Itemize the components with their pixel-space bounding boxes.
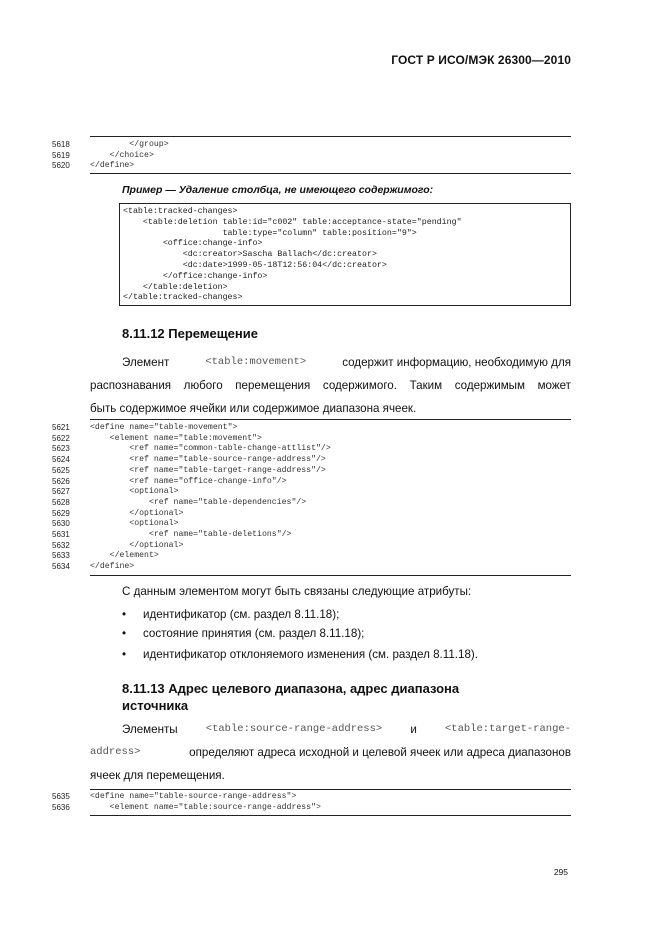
para-text: Элемент (122, 356, 170, 369)
code-text: </define> (90, 562, 135, 572)
example-code-line: <dc:creator>Sascha Ballach</dc:creator> (123, 250, 377, 260)
attribute-item-3: идентификатор отклоняемого изменения (см. раздел 8.11.18). (143, 648, 479, 661)
code-text: <optional> (90, 519, 179, 529)
code-rule-bottom (90, 575, 571, 576)
code-text: </element> (90, 551, 159, 561)
line-number: 5625 (52, 465, 70, 475)
line-number: 5619 (52, 150, 70, 160)
code-rule-bottom (90, 173, 571, 174)
code-text: <element name="table:source-range-address"> (90, 802, 321, 812)
para-text: и (410, 723, 417, 736)
inline-code: <table:source-range-address> (205, 723, 383, 735)
attribute-item-1: идентификатор (см. раздел 8.11.18); (143, 608, 340, 621)
example-code-line: table:type="column" table:position="9"> (123, 228, 417, 238)
code-text: </optional> (90, 508, 184, 518)
line-number: 5634 (52, 562, 70, 572)
para-text: Элементы (122, 723, 178, 736)
code-text: <ref name="table-source-range-address"/> (90, 455, 326, 465)
section-heading-8-11-13-cont: источника (122, 698, 189, 713)
paragraph-line-2 (90, 741, 571, 764)
line-number: 5626 (52, 476, 70, 486)
section-heading-8-11-13: 8.11.13 Адрес целевого диапазона, адрес диапазона (122, 681, 460, 696)
paragraph-line-2: распознавания любого перемещения содержимого. Таким содержимым может (90, 379, 571, 392)
paragraph-line-3: быть содержимое ячейки или содержимое диапазона ячеек. (90, 402, 417, 415)
example-code-line: </table:tracked-changes> (123, 293, 243, 303)
inline-code: address> (90, 746, 141, 758)
code-text: <ref name="common-table-change-attlist"/> (90, 444, 331, 454)
example-code-line: </table:deletion> (123, 282, 228, 292)
line-number: 5632 (52, 540, 70, 550)
code-text: </choice> (90, 150, 154, 160)
paragraph-line-3: ячеек для перемещения. (90, 769, 225, 782)
line-number: 5636 (52, 802, 70, 812)
code-text: <ref name="table-deletions"/> (90, 530, 292, 539)
line-number: 5630 (52, 519, 70, 529)
code-text: </define> (90, 161, 135, 170)
bullet-2: • (122, 627, 127, 640)
line-number: 5627 (52, 487, 70, 497)
code-text: </group> (90, 140, 169, 149)
example-code-line: <office:change-info> (123, 239, 263, 249)
code-text: <ref name="table-dependencies"/> (90, 497, 307, 507)
line-number: 5631 (52, 530, 70, 539)
attributes-intro: С данным элементом могут быть связаны следующие атрибуты: (122, 585, 472, 598)
example-title: Пример — Удаление столбца, не имеющего содержимого: (122, 184, 434, 196)
code-rule-top (90, 789, 571, 790)
line-number: 5622 (52, 433, 70, 443)
paragraph-line-1 (122, 718, 571, 741)
code-rule-top (90, 419, 571, 420)
line-number: 5618 (52, 140, 70, 149)
example-code-line: <table:deletion table:id="c002" table:acceptance-state="pending" (123, 217, 462, 227)
line-number: 5633 (52, 551, 70, 561)
code-text: <ref name="table-target-range-address"/> (90, 465, 326, 475)
code-text: <define name="table-movement"> (90, 423, 238, 432)
example-code-line: <table:tracked-changes> (123, 207, 238, 216)
page-number: 295 (553, 867, 568, 877)
code-text: <element name="table:movement"> (90, 433, 262, 443)
example-code-line: </office:change-info> (123, 271, 268, 281)
code-rule-bottom (90, 815, 571, 816)
para-text: определяют адреса исходной и целевой ячеек или адреса диапазонов (189, 746, 571, 759)
example-code-box (119, 203, 571, 306)
attribute-item-2: состояние принятия (см. раздел 8.11.18); (143, 627, 365, 640)
bullet-3: • (122, 648, 127, 661)
section-heading-8-11-12: 8.11.12 Перемещение (122, 326, 258, 341)
line-number: 5624 (52, 455, 70, 465)
example-code-line: <dc:date>1999-05-18T12:56:04</dc:creator> (123, 261, 387, 270)
document-header: ГОСТ Р ИСО/МЭК 26300—2010 (391, 53, 571, 67)
inline-code: <table:target-range- (444, 723, 571, 735)
inline-code: <table:movement> (205, 356, 307, 368)
paragraph-line-1 (122, 351, 571, 374)
line-number: 5628 (52, 497, 70, 507)
line-number: 5623 (52, 444, 70, 454)
code-text: <optional> (90, 487, 179, 497)
para-text: содержит информацию, необходимую для (342, 356, 571, 369)
line-number: 5635 (52, 792, 70, 801)
line-number: 5621 (52, 423, 70, 432)
line-number: 5629 (52, 508, 70, 518)
code-text: <define name="table-source-range-address"> (90, 792, 297, 801)
line-number: 5620 (52, 161, 70, 170)
code-text: </optional> (90, 540, 184, 550)
code-text: <ref name="office-change-info"/> (90, 476, 287, 486)
bullet-1: • (122, 608, 127, 621)
code-rule-top (90, 136, 571, 137)
